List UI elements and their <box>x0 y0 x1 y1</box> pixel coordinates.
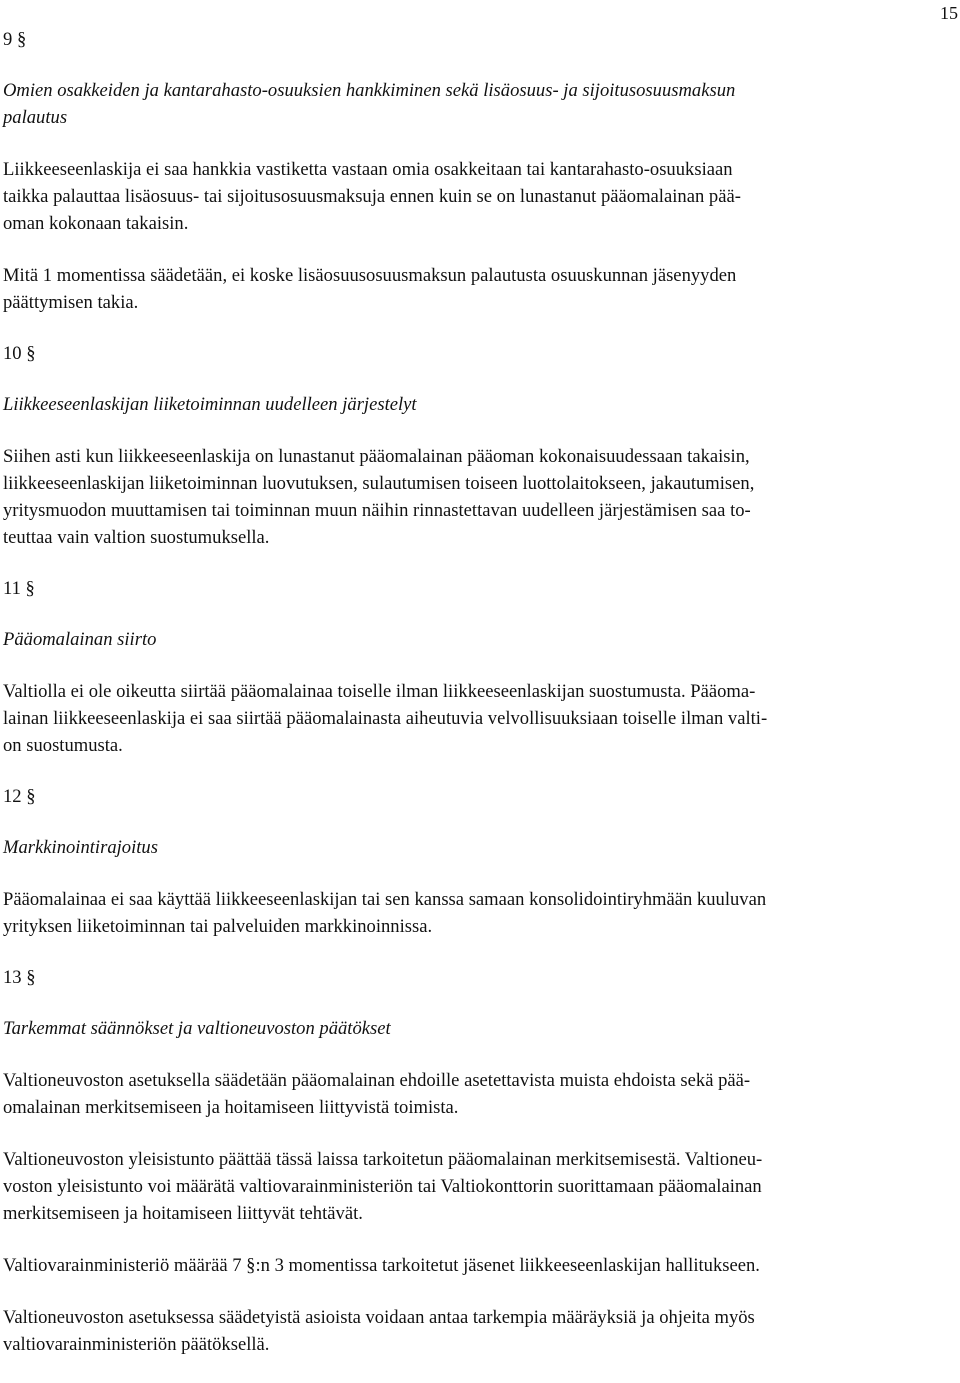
text-line: lainan liikkeeseenlaskija ei saa siirtää pääomalainasta aiheutuvia velvollisuuksiaan toiselle ilman valti- <box>3 708 768 729</box>
section-12 <box>3 782 957 940</box>
text-line: Valtiovarainministeriö määrää 7 §:n 3 momentissa tarkoitetut jäsenet liikkeeseenlaskijan hallitukseen. <box>3 1255 760 1276</box>
text-line: omalainan merkitsemiseen ja hoitamiseen liittyvistä toimista. <box>3 1097 459 1118</box>
paragraph <box>3 262 957 316</box>
text-line: Siihen asti kun liikkeeseenlaskija on lunastanut pääomalainan pääoman kokonaisuudessaan takaisin, <box>3 446 750 467</box>
text-line: Valtioneuvoston asetuksessa säädetyistä asioista voidaan antaa tarkempia määräyksiä ja ohjeita myös <box>3 1307 755 1328</box>
text-line: Valtiolla ei ole oikeutta siirtää pääomalainaa toiselle ilman liikkeeseenlaskijan suostumusta. Pääoma- <box>3 681 756 702</box>
text-line: päättymisen takia. <box>3 292 139 313</box>
title-line: Markkinointirajoitus <box>3 837 158 858</box>
paragraph <box>3 156 957 237</box>
section-9 <box>3 25 957 316</box>
paragraph <box>3 1146 957 1227</box>
text-line: Mitä 1 momentissa säädetään, ei koske lisäosuusosuusmaksun palautusta osuuskunnan jäsenyyden <box>3 265 737 286</box>
section-number: 12 § <box>3 786 36 807</box>
document-body <box>3 25 957 1358</box>
paragraph <box>3 678 957 759</box>
text-line: valtiovarainministeriön päätöksellä. <box>3 1334 270 1355</box>
section-title <box>3 1015 957 1042</box>
title-line: Liikkeeseenlaskijan liiketoiminnan uudelleen järjestelyt <box>3 394 417 415</box>
text-line: yritysmuodon muuttamisen tai toiminnan muun näihin rinnastettavan uudelleen järjestämisen saa to- <box>3 500 751 521</box>
section-number: 11 § <box>3 578 35 599</box>
section-10 <box>3 339 957 551</box>
paragraph <box>3 1067 957 1121</box>
text-line: Liikkeeseenlaskija ei saa hankkia vastiketta vastaan omia osakkeitaan tai kantarahasto-osuuksiaan <box>3 159 733 180</box>
text-line: merkitsemiseen ja hoitamiseen liittyvät tehtävät. <box>3 1203 363 1224</box>
section-11 <box>3 574 957 759</box>
title-line: Pääomalainan siirto <box>3 629 157 650</box>
page-number: 15 <box>940 3 958 23</box>
title-line: palautus <box>3 107 68 128</box>
text-line: Valtioneuvoston yleisistunto päättää tässä laissa tarkoitetun pääomalainan merkitsemisestä. Valtioneu- <box>3 1149 763 1170</box>
section-title <box>3 626 957 653</box>
paragraph <box>3 886 957 940</box>
text-line: oman kokonaan takaisin. <box>3 213 189 234</box>
text-line: voston yleisistunto voi määrätä valtiovarainministeriön tai Valtiokonttorin suorittamaan pääomalainan <box>3 1176 762 1197</box>
text-line: liikkeeseenlaskijan liiketoiminnan luovutuksen, sulautumisen toiseen luottolaitokseen, jakautumisen, <box>3 473 755 494</box>
text-line: yrityksen liiketoiminnan tai palveluiden markkinoinnissa. <box>3 916 433 937</box>
text-line: taikka palauttaa lisäosuus- tai sijoitusosuusmaksuja ennen kuin se on lunastanut pääomalainan pää- <box>3 186 741 207</box>
section-number: 9 § <box>3 29 27 50</box>
text-line: on suostumusta. <box>3 735 123 756</box>
text-line: Pääomalainaa ei saa käyttää liikkeeseenlaskijan tai sen kanssa samaan konsolidointiryhmään kuuluvan <box>3 889 767 910</box>
section-number: 13 § <box>3 967 36 988</box>
section-13 <box>3 963 957 1358</box>
section-number: 10 § <box>3 343 36 364</box>
title-line: Omien osakkeiden ja kantarahasto-osuuksien hankkiminen sekä lisäosuus- ja sijoitusosuusmaksun <box>3 80 736 101</box>
section-title <box>3 834 957 861</box>
text-line: Valtioneuvoston asetuksella säädetään pääomalainan ehdoille asetettavista muista ehdoista sekä pää- <box>3 1070 751 1091</box>
paragraph <box>3 443 957 551</box>
paragraph <box>3 1252 957 1279</box>
title-line: Tarkemmat säännökset ja valtioneuvoston päätökset <box>3 1018 391 1039</box>
text-line: teuttaa vain valtion suostumuksella. <box>3 527 270 548</box>
section-title <box>3 391 957 418</box>
section-title <box>3 77 957 131</box>
paragraph <box>3 1304 957 1358</box>
